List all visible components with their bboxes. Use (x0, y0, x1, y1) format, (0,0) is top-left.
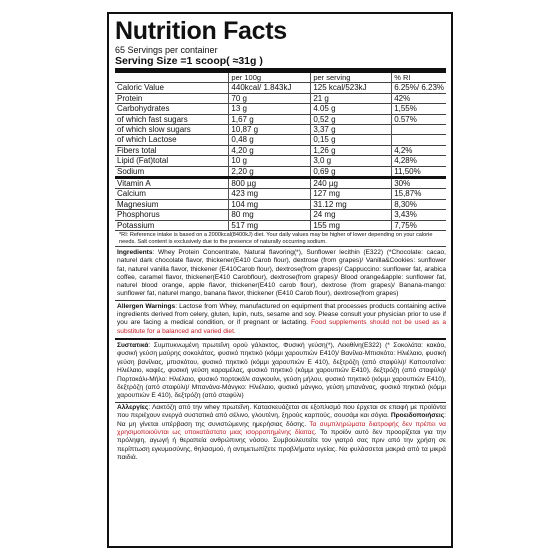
value-per-100g: 13 g (229, 104, 311, 114)
greek-red-warning: Τα συμπληρώματα διατροφής δεν πρέπει να χρησιμοποιούνται ως υποκατάστατο μιας ισορροπημένης δίαιτας. (117, 420, 446, 436)
value-per-100g: 440kcal/ 1.843kJ (229, 83, 311, 93)
value-ri: 1,55% (392, 104, 446, 114)
header-col3: per serving (311, 73, 392, 83)
value-per-serving: 1,26 g (311, 145, 392, 155)
value-per-serving: 125 kcal/523kJ (311, 83, 392, 93)
value-per-serving: 155 mg (311, 220, 392, 230)
greek-allergen-section (115, 403, 446, 464)
value-per-100g: 0,48 g (229, 135, 311, 145)
greek-warning-tail: Το προϊόν αυτό δεν προορίζεται για την πρόληψη, αγωγή ή θεραπεία ανθρώπινης νόσου. Συμβουλευτείτε τον γιατρό σας πριν από την χρήση σε περίπτωση εγκυμοσύνης, θηλασμού, ή αντιμετωπίζετε προβλήματα υγείας. Να φυλάσσεται μακριά από τα μικρά παιδιά. (117, 428, 446, 462)
table-header-row (115, 73, 446, 83)
value-ri: 4,2% (392, 145, 446, 155)
table-row (115, 114, 446, 124)
value-per-serving: 0,15 g (311, 135, 392, 145)
ingredients-section (115, 247, 446, 300)
value-per-serving: 0,52 g (311, 114, 392, 124)
table-row (115, 135, 446, 145)
value-ri: 4,28% (392, 156, 446, 166)
table-row (115, 145, 446, 155)
nutrient-name: Lipid (Fat)total (117, 156, 169, 166)
nutrient-name: Fibers total (117, 145, 157, 155)
value-ri: 11,50% (392, 166, 446, 177)
nutrient-name: Calcium (117, 189, 146, 199)
nutrient-name: Vitamin A (117, 179, 151, 189)
value-ri (392, 125, 446, 135)
value-per-serving: 240 µg (311, 178, 392, 189)
value-per-100g: 2,20 g (229, 166, 311, 177)
value-per-100g: 4,20 g (229, 145, 311, 155)
nutrient-name: of which slow sugars (117, 125, 191, 135)
table-row (115, 156, 446, 166)
value-per-serving: 127 mg (311, 189, 392, 199)
table-row (115, 189, 446, 199)
value-per-100g: 10 g (229, 156, 311, 166)
footnote: *RI: Reference intake is based on a 2000kcal(8400kJ) diet. Your daily values may be higher of lower depending on your calorie needs. Salt content is exclusively due to the presence of naturally occurring sodium. (115, 231, 446, 247)
nutrient-name: Carbohydrates (117, 104, 170, 114)
table-row (115, 199, 446, 209)
value-ri: 30% (392, 178, 446, 189)
header-col4: % RI (392, 73, 446, 83)
nutrient-name: of which fast sugars (117, 114, 188, 124)
table-row (115, 166, 446, 177)
greek-allergen-label: Αλλεργίες (117, 403, 149, 411)
ingredients-text: : Whey Protein Concentrate, Natural flavoring(*), Sunflower lecithin (E322) (*Chocolate: cacao, naturel dark chocolate flavor, thickener(E410 Carob flour), dextrose (from grapes)/ Vanilla&Cookies: sunflower fat, naturel vanilla flavor, thickener (E410Carob flour), dextrose(from grapes)/ Cappuccino: sunflower fat, arabica coffee, caramel flavor, thickener(E410 Carobflour), dextrose(from grapes)/ Blood orange&apple: sunflower fat, naturel blood orange, apple flavor, thickener(E410 carob flour), dextrose (from grapes)/ Banana-mango: sunflower fat, naturel mango, banana flavor, thickener (E410 Carob flour), dextrose(from grapes) (117, 248, 446, 298)
header-col1 (115, 73, 229, 83)
value-per-serving: 0,69 g (311, 166, 392, 177)
table-row (115, 125, 446, 135)
greek-warning-label: Προειδοποιήσεις (390, 412, 445, 420)
greek-warning-text: : Να μη γίνεται υπέρβαση της συνιστώμενης ημερήσιας δόσης. (117, 412, 446, 428)
greek-ingredients-label: Συστατικά (117, 341, 149, 349)
nutrient-name: of which Lactose (117, 135, 177, 145)
value-ri: 6.25%/ 6.23% (392, 83, 446, 93)
value-per-100g: 80 mg (229, 210, 311, 220)
value-ri: 8,30% (392, 199, 446, 209)
greek-allergen-text: : Λακτόζη από την whey πρωτεΐνη. Κατασκευάζεται σε εξοπλισμό που έρχεται σε επαφή με προϊόντα που περιέχουν ενεργά συστατικά από σέλινο, γλουτένη, ξηρούς καρπούς, σουσάμι και σόγια. (117, 403, 446, 420)
value-per-serving: 3,37 g (311, 125, 392, 135)
nutrient-name: Magnesium (117, 199, 159, 209)
greek-ingredients-text: : Συμπυκνωμένη πρωτεΐνη ορού γάλακτος, Φυσική γεύση(*), Λεκιθίνη(E322) (* Σοκολάτα: κακάο, φυσική γεύση μαύρης σοκολάτας, φυσικό πηκτικό (κόμμι χαρουπιών E410)/ Βανίλια-Μπισκότο: Ηλιέλαιο, φυσική γεύση βανίλιας, μπισκότου, φυσικό πηκτικό (κόμμι χαρουπιών E 410), δεξτρόζη (από σταφύλι)/ Καπουτσίνο: Ηλιέλαιο, καφές, φυσική γεύση καραμέλας, φυσικό πηκτικό (κόμμι χαρουπιών E410), δεξτρόζη (από σταφύλι)/ Πορτοκάλι-Μήλο: Ηλιέλαιο, φυσικό πορτοκάλι σαγκουίνι, γεύση μήλου, φυσικό πηκτικό (κόμμι χαρουπιών E410), δεξτρόζη (από σταφύλι)/ Μπανάνα-Μάνγκο: Ηλιέλαιο, φυσικό μάνγκο, γεύση μπανάνας, φυσικό πηκτικό (κόμμι χαρουπιών E 410), δεξτρόζη (από σταφύλι) (117, 341, 446, 400)
table-row (115, 210, 446, 220)
value-per-100g: 517 mg (229, 220, 311, 230)
table-row (115, 178, 446, 189)
value-per-100g: 10,87 g (229, 125, 311, 135)
value-per-100g: 70 g (229, 93, 311, 103)
nutrient-name: Potassium (117, 220, 155, 230)
value-ri: 15,87% (392, 189, 446, 199)
value-per-100g: 423 mg (229, 189, 311, 199)
allergen-label: Allergen Warnings (117, 302, 176, 310)
value-ri: 3,43% (392, 210, 446, 220)
nutrition-table (115, 73, 446, 231)
value-per-serving: 21 g (311, 93, 392, 103)
value-ri: 7,75% (392, 220, 446, 230)
nutrient-name: Phosphorus (117, 210, 160, 220)
value-per-serving: 3,0 g (311, 156, 392, 166)
value-per-serving: 31.12 mg (311, 199, 392, 209)
value-per-serving: 4.05 g (311, 104, 392, 114)
ingredients-label: Ingredients (117, 248, 153, 256)
nutrient-name: Protein (117, 93, 143, 103)
value-per-serving: 24 mg (311, 210, 392, 220)
nutrient-name: Sodium (117, 166, 145, 176)
table-row (115, 104, 446, 114)
label-title: Nutrition Facts (115, 17, 287, 45)
value-ri: 0.57% (392, 114, 446, 124)
allergen-section (115, 301, 446, 337)
value-per-100g: 800 µg (229, 178, 311, 189)
value-per-100g: 104 mg (229, 199, 311, 209)
table-row (115, 220, 446, 230)
table-row (115, 93, 446, 103)
allergen-red-warning: Food supplements should not be used as a substitute for a balanced and varied diet. (117, 319, 446, 335)
nutrient-name: Caloric Value (117, 83, 164, 93)
thick-divider (115, 338, 446, 340)
serving-size: Serving Size =1 scoop( ≈31g ) (115, 55, 263, 67)
value-per-100g: 1,67 g (229, 114, 311, 124)
header-col2: per 100g (229, 73, 311, 83)
greek-ingredients-section (115, 341, 446, 402)
table-row (115, 83, 446, 93)
value-ri: 42% (392, 93, 446, 103)
allergen-text: : Lactose from Whey, manufactured on equipment that processes products containing active ingredients derived from celery, gluten, lupin, nuts, sesame and soy. Please consult your physician prior to use if you are facing a medical condition, or if pregnant or lactating. (117, 302, 446, 327)
nutrition-label (107, 12, 453, 548)
servings-per-container: 65 Servings per container (115, 45, 218, 55)
value-ri (392, 135, 446, 145)
